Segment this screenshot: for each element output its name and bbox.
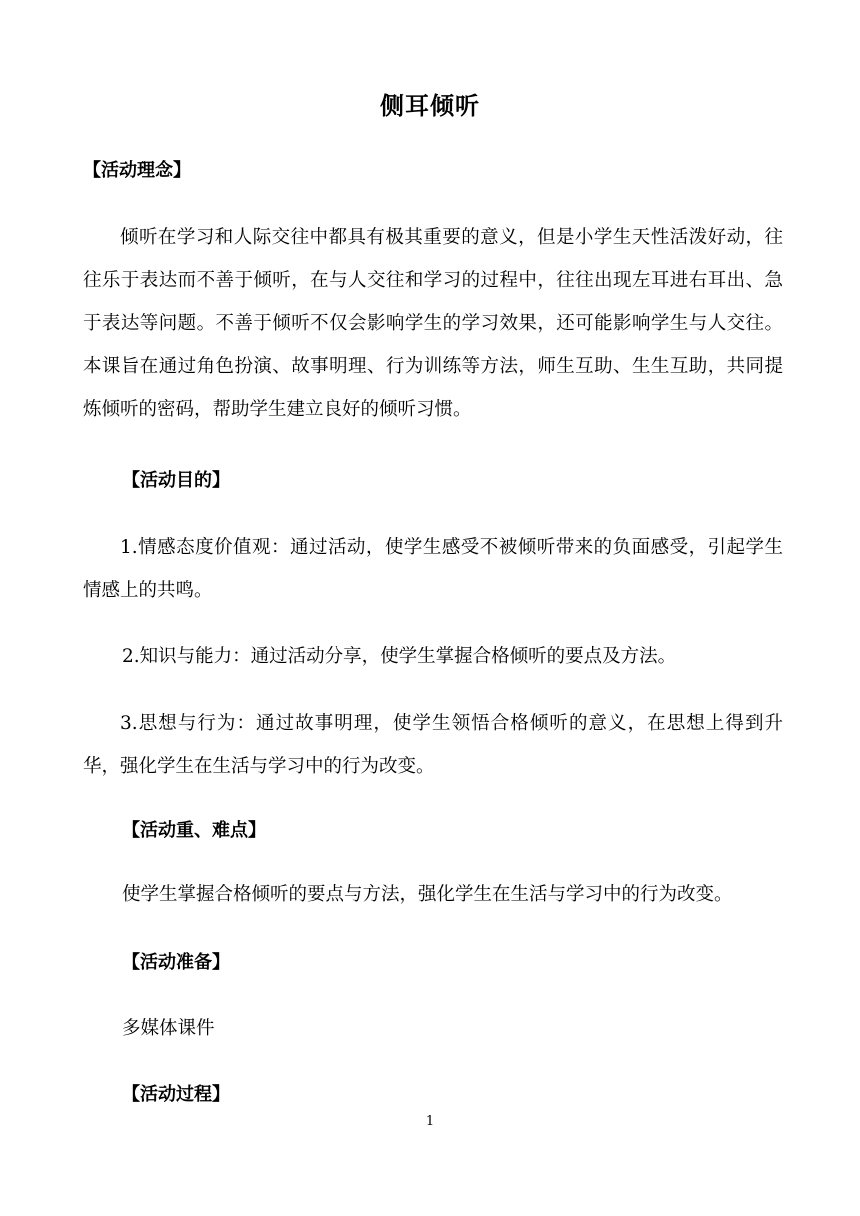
- heading-process: 【活动过程】: [122, 1084, 230, 1105]
- paragraph-activity-concept: 倾听在学习和人际交往中都具有极其重要的意义，但是小学生天性活泼好动，往往乐于表达而不善于倾听，在与人交往和学习的过程中，往往出现左耳进右耳出、急于表达等问题。不善于倾听不仅会影响学生的学习效果，还可能影响学生与人交往。本课旨在通过角色扮演、故事明理、行为训练等方法，师生互助、生生互助，共同提炼倾听的密码，帮助学生建立良好的倾听习惯。: [83, 227, 783, 420]
- goal-item-3: 3.思想与行为：通过故事明理，使学生领悟合格倾听的意义，在思想上得到升华，强化学生在生活与学习中的行为改变。: [83, 713, 783, 777]
- heading-activity-goals: 【活动目的】: [122, 470, 230, 491]
- goal-item-1: 1.情感态度价值观：通过活动，使学生感受不被倾听带来的负面感受，引起学生情感上的共鸣。: [83, 537, 783, 601]
- paragraph-key-points: 使学生掌握合格倾听的要点与方法，强化学生在生活与学习中的行为改变。: [122, 884, 733, 905]
- heading-activity-concept: 【活动理念】: [83, 160, 191, 181]
- document-title: 侧耳倾听: [380, 92, 480, 120]
- goal-item-2: 2.知识与能力：通过活动分享，使学生掌握合格倾听的要点及方法。: [122, 646, 677, 667]
- heading-key-points: 【活动重、难点】: [122, 820, 266, 841]
- heading-preparation: 【活动准备】: [122, 952, 230, 973]
- page-number: 1: [425, 1114, 435, 1129]
- paragraph-preparation: 多媒体课件: [122, 1018, 215, 1039]
